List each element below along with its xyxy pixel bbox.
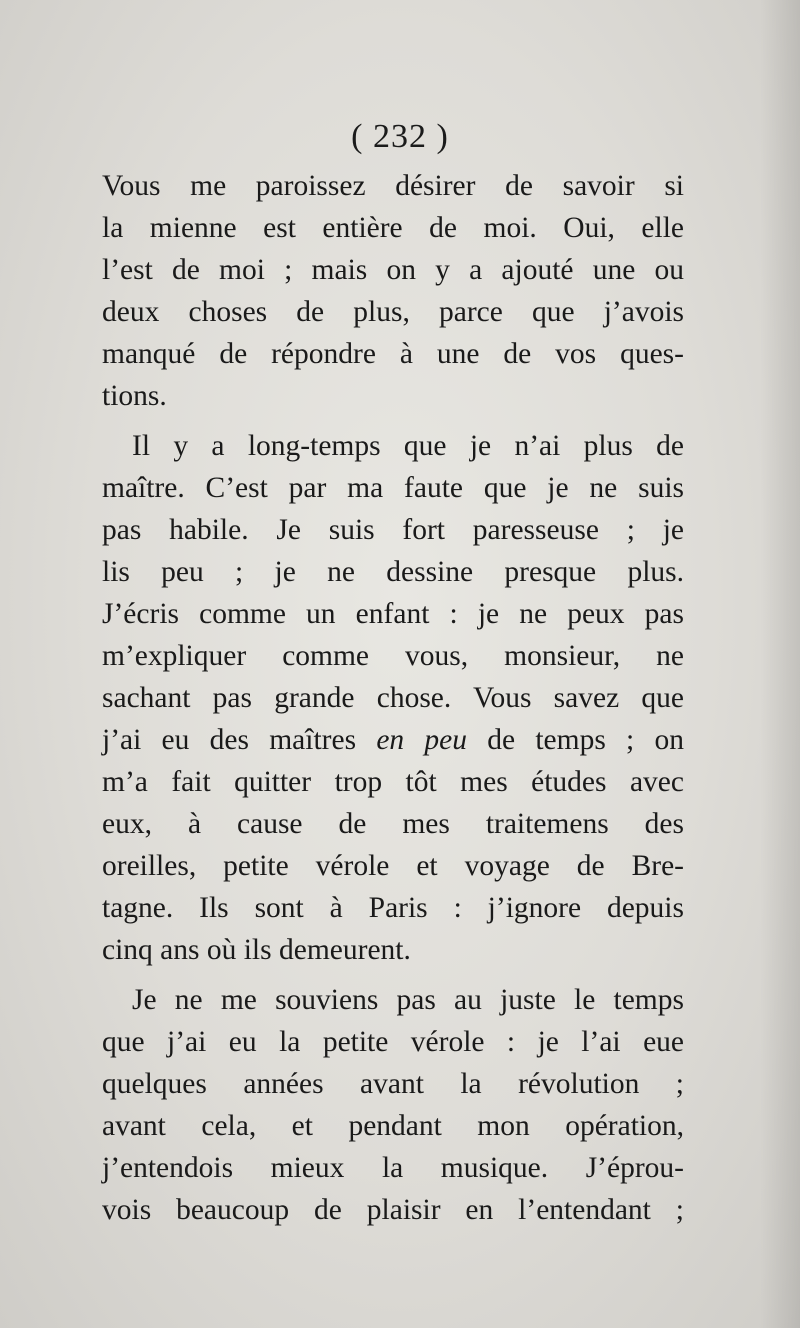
page-number: ( 232 ) bbox=[351, 118, 449, 155]
text-line: eux, à cause de mes traitemens des bbox=[102, 808, 684, 840]
text-line: l’est de moi ; mais on y a ajouté une ou bbox=[102, 254, 684, 286]
text-line: m’expliquer comme vous, monsieur, ne bbox=[102, 640, 684, 672]
paragraph-1 bbox=[102, 165, 684, 417]
text-line-with-italic bbox=[102, 719, 684, 761]
text-line: Je ne me souviens pas au juste le temps bbox=[132, 984, 684, 1016]
page-text bbox=[102, 165, 684, 1231]
text-segment: de temps ; on bbox=[487, 724, 685, 756]
paragraph-2 bbox=[102, 425, 684, 971]
text-line: maître. C’est par ma faute que je ne suis bbox=[102, 472, 684, 504]
text-line: tions. bbox=[102, 380, 167, 412]
text-line: cinq ans où ils demeurent. bbox=[102, 934, 411, 966]
paragraph-3 bbox=[102, 979, 684, 1231]
page-edge-shadow bbox=[760, 0, 800, 1328]
text-line: manqué de répondre à une de vos ques- bbox=[102, 338, 684, 370]
text-line: que j’ai eu la petite vérole : je l’ai eue bbox=[102, 1026, 684, 1058]
text-line: deux choses de plus, parce que j’avois bbox=[102, 296, 684, 328]
italic-phrase: en peu bbox=[376, 724, 467, 756]
text-segment: j’ai eu des maîtres bbox=[102, 724, 357, 756]
text-line: Vous me paroissez désirer de savoir si bbox=[102, 170, 684, 202]
text-line: tagne. Ils sont à Paris : j’ignore depuis bbox=[102, 892, 684, 924]
text-line: la mienne est entière de moi. Oui, elle bbox=[102, 212, 684, 244]
text-line: j’entendois mieux la musique. J’éprou- bbox=[102, 1152, 684, 1184]
text-line: avant cela, et pendant mon opération, bbox=[102, 1110, 684, 1142]
text-line: quelques années avant la révolution ; bbox=[102, 1068, 684, 1100]
text-line: m’a fait quitter trop tôt mes études avec bbox=[102, 766, 684, 798]
text-line: vois beaucoup de plaisir en l’entendant ; bbox=[102, 1194, 684, 1226]
text-line: sachant pas grande chose. Vous savez que bbox=[102, 682, 684, 714]
text-line: oreilles, petite vérole et voyage de Bre- bbox=[102, 850, 684, 882]
text-line: Il y a long-temps que je n’ai plus de bbox=[132, 430, 684, 462]
text-line: pas habile. Je suis fort paresseuse ; je bbox=[102, 514, 684, 546]
text-line: lis peu ; je ne dessine presque plus. bbox=[102, 556, 684, 588]
text-line: J’écris comme un enfant : je ne peux pas bbox=[102, 598, 684, 630]
